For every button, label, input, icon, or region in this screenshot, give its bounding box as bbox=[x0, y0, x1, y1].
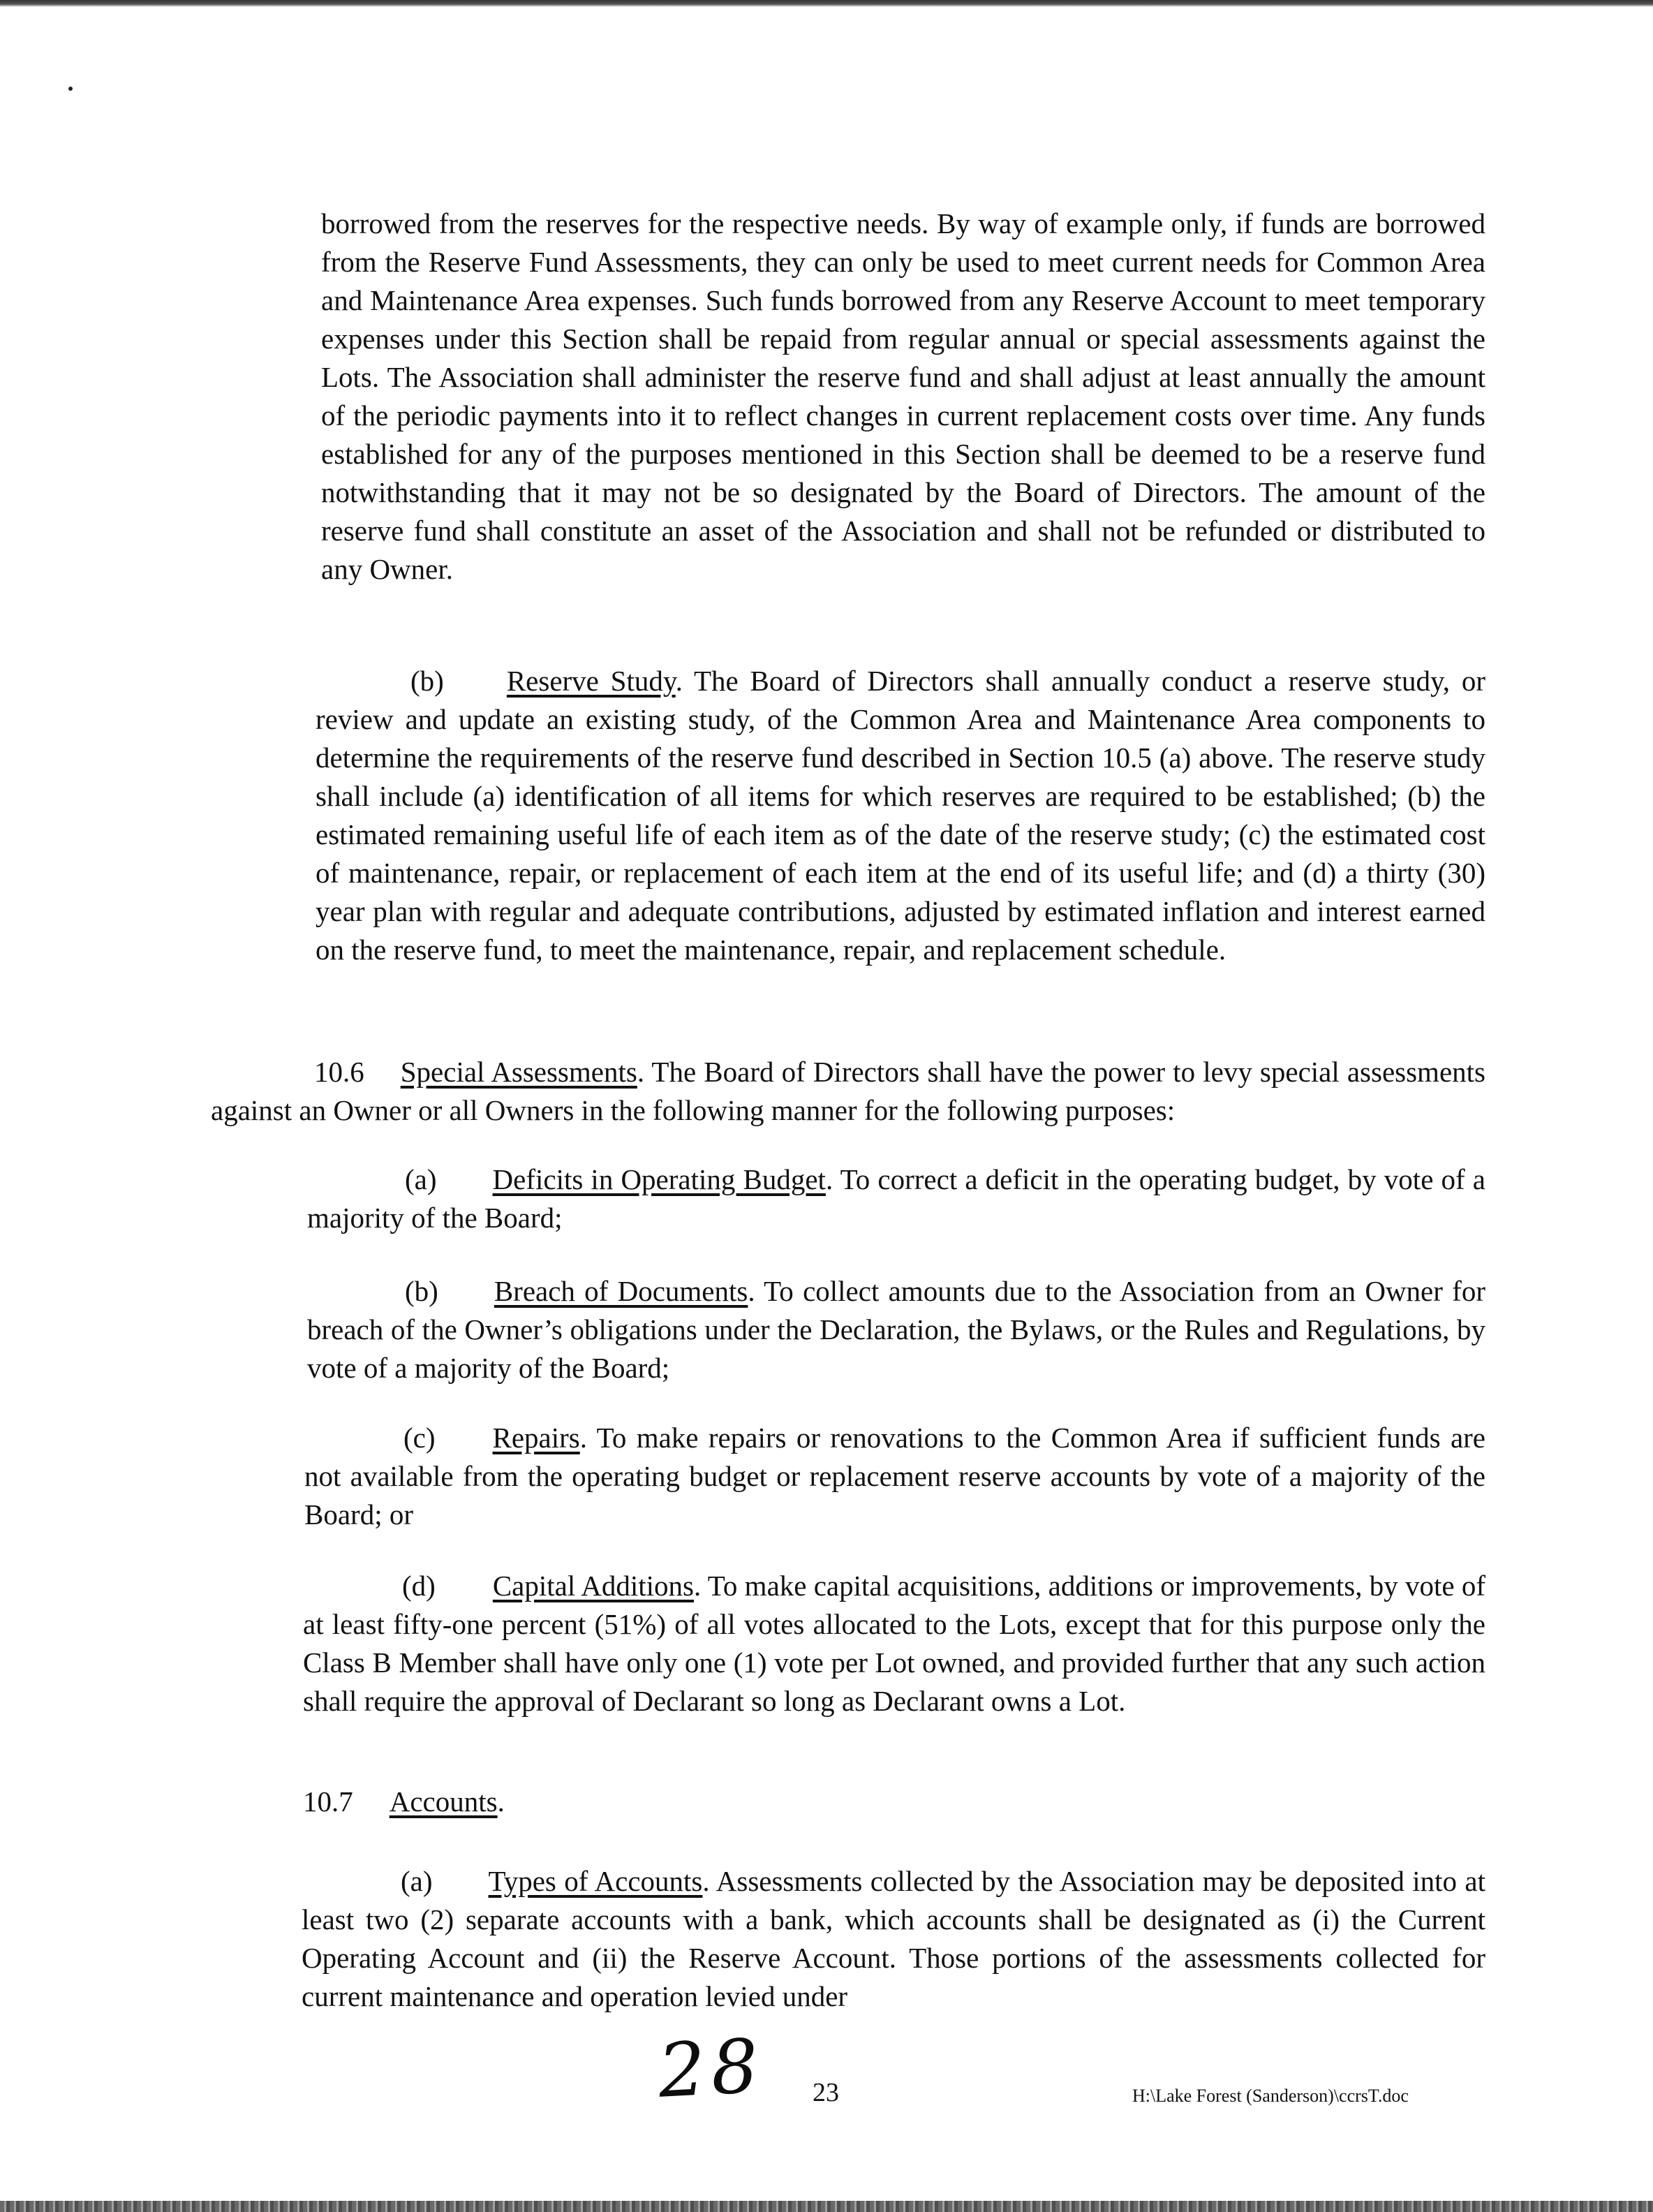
reserve-study-heading: Reserve Study bbox=[506, 665, 676, 697]
continuation-paragraph: borrowed from the reserves for the respective needs. By way of example only, if funds are borrowed from the Reserve Fund Assessments, they can only be used to meet current needs for Common Area and Maintenance Area expenses. Such funds borrowed from any Reserve Account to meet temporary expenses under this Section shall be repaid from regular annual or special assessments against the Lots. The Association shall administer the reserve fund and shall adjust at least annually the amount of the periodic payments into it to reflect changes in current replacement costs over time. Any funds established for any of the purposes mentioned in this Section shall be deemed to be a reserve fund notwithstanding that it may not be so designated by the Board of Directors. The amount of the reserve fund shall constitute an asset of the Association and shall not be refunded or distributed to any Owner. bbox=[321, 207, 1485, 585]
repairs-paragraph bbox=[304, 1419, 1485, 1534]
scan-edge-bottom bbox=[0, 2201, 1653, 2212]
section-10-7-number: 10.7 bbox=[303, 1785, 353, 1817]
handwritten-page-number: 28 bbox=[656, 2023, 766, 2114]
page-number: 23 bbox=[813, 2078, 839, 2107]
section-10-7-heading: Accounts bbox=[389, 1785, 498, 1817]
repairs-heading: Repairs bbox=[492, 1422, 580, 1454]
accounts-heading-paragraph bbox=[303, 1783, 1485, 1821]
breach-heading: Breach of Documents bbox=[494, 1275, 748, 1307]
repairs-label: (c) bbox=[403, 1422, 436, 1454]
file-path: H:\Lake Forest (Sanderson)\ccrsT.doc bbox=[1132, 2086, 1409, 2106]
deficits-heading: Deficits in Operating Budget bbox=[492, 1163, 826, 1195]
repairs-text: . To make repairs or renovations to the Common Area if sufficient funds are not available from the operating budget or replacement reserve accounts by vote of a majority of the Board; or bbox=[304, 1422, 1485, 1531]
types-of-accounts-label: (a) bbox=[401, 1865, 433, 1897]
breach-paragraph bbox=[307, 1272, 1485, 1387]
deficits-label: (a) bbox=[405, 1163, 437, 1195]
breach-label: (b) bbox=[405, 1275, 438, 1307]
special-assessments-paragraph bbox=[211, 1053, 1485, 1130]
breach-text: . To collect amounts due to the Association from an Owner for breach of the Owner’s obligations under the Declaration, the Bylaws, or the Rules and Regulations, by vote of a majority of the Board; bbox=[307, 1275, 1485, 1384]
capital-label: (d) bbox=[402, 1570, 436, 1602]
capital-heading: Capital Additions bbox=[492, 1570, 694, 1602]
capital-paragraph bbox=[303, 1567, 1485, 1720]
reserve-study-label: (b) bbox=[410, 665, 444, 697]
types-of-accounts-text: . Assessments collected by the Association may be deposited into at least two (2) separate accounts with a bank, which accounts shall be designated as (i) the Current Operating Account and (ii) the Reserve Account. Those portions of the assessments collected for current maintenance and operation levied under bbox=[302, 1865, 1485, 2012]
deficits-text: . To correct a deficit in the operating budget, by vote of a majority of the Board; bbox=[307, 1163, 1485, 1234]
reserve-study-paragraph bbox=[316, 662, 1485, 969]
section-10-6-heading: Special Assessments bbox=[400, 1056, 637, 1088]
section-10-6-text: . The Board of Directors shall have the power to levy special assessments against an Owner or all Owners in the following manner for the following purposes: bbox=[211, 1056, 1485, 1126]
deficits-paragraph bbox=[307, 1160, 1485, 1237]
reserve-study-text: . The Board of Directors shall annually conduct a reserve study, or review and update an existing study, of the Common Area and Maintenance Area components to determine the requirements of the reserve fund described in Section 10.5 (a) above. The reserve study shall include (a) identification of all items for which reserves are required to be established; (b) the estimated remaining useful life of each item as of the date of the reserve study; (c) the estimated cost of maintenance, repair, or replacement of each item at the end of its useful life; and (d) a thirty (30) year plan with regular and adequate contributions, adjusted by estimated inflation and interest earned on the reserve fund, to meet the maintenance, repair, and replacement schedule. bbox=[316, 665, 1485, 966]
capital-text: . To make capital acquisitions, additions or improvements, by vote of at least fifty-one percent (51%) of all votes allocated to the Lots, except that for this purpose only the Class B Member shall have only one (1) vote per Lot owned, and provided further that any such action shall require the approval of Declarant so long as Declarant owns a Lot. bbox=[303, 1570, 1485, 1717]
section-10-7-text: . bbox=[497, 1785, 505, 1817]
section-10-6-number: 10.6 bbox=[314, 1056, 364, 1088]
types-of-accounts-paragraph bbox=[302, 1862, 1485, 2016]
types-of-accounts-heading: Types of Accounts bbox=[488, 1865, 703, 1897]
